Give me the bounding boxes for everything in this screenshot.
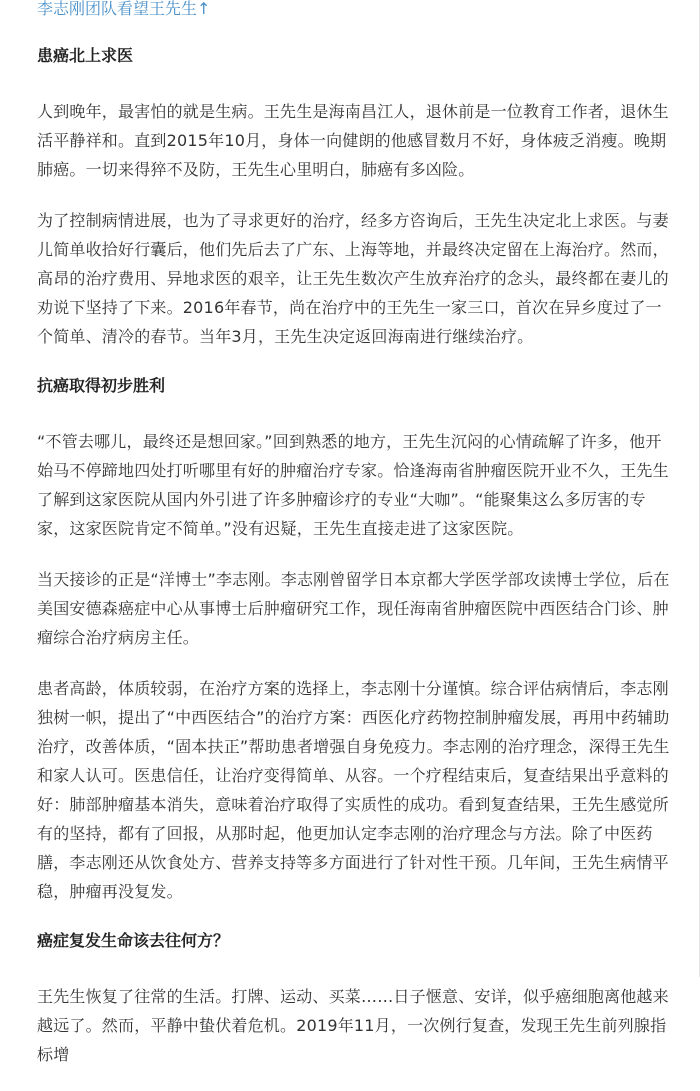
article-body	[37, 43, 677, 1091]
paragraph: 当天接诊的正是“洋博士”李志刚。李志刚曾留学日本京都大学医学部攻读博士学位，后在美国安德森癌症中心从事博士后肿瘤研究工作，现任海南省肿瘤医院中西医结合门诊、肿瘤综合治疗病房主任。	[37, 570, 670, 647]
paragraph: 人到晚年，最害怕的就是生病。王先生是海南昌江人，退休前是一位教育工作者，退休生活平静祥和。直到2015年10月，身体一向健朗的他感冒数月不好，身体疲乏消瘦。晚期肺癌。一切来得猝不及防，王先生心里明白，肺癌有多凶险。	[37, 102, 669, 179]
paragraph: 王先生恢复了往常的生活。打牌、运动、买菜……日子惬意、安详，似乎癌细胞离他越来越远了。然而，平静中蛰伏着危机。2019年11月，一次例行复查，发现王先生前列腺指标增	[37, 987, 669, 1064]
image-caption: 李志刚团队看望王先生↑	[37, 0, 211, 18]
section-heading: 癌症复发生命该去往何方？	[37, 931, 230, 950]
section-heading: 患癌北上求医	[37, 46, 134, 65]
paragraph: 患者高龄，体质较弱，在治疗方案的选择上，李志刚十分谨慎。综合评估病情后，李志刚独树一帜，提出了“中西医结合”的治疗方案：西医化疗药物控制肿瘤发展，再用中药辅助治疗，改善体质，“固本扶正”帮助患者增强自身免疫力。李志刚的治疗理念，深得王先生和家人认可。医患信任，让治疗变得简单、从容。一个疗程结束后，复查结果出乎意料的好：肺部肿瘤基本消失，意味着治疗取得了实质性的成功。看到复查结果，王先生感觉所有的坚持，都有了回报，从那时起，他更加认定李志刚的治疗理念与方法。除了中医药膳，李志刚还从饮食处方、营养支持等多方面进行了针对性干预。几年间，王先生病情平稳，肿瘤再没复发。	[37, 679, 670, 901]
section-heading: 抗癌取得初步胜利	[37, 376, 166, 395]
paragraph: “不管去哪儿，最终还是想回家。”回到熟悉的地方，王先生沉闷的心情疏解了许多，他开始马不停蹄地四处打听哪里有好的肿瘤治疗专家。恰逢海南省肿瘤医院开业不久，王先生了解到这家医院从国内外引进了许多肿瘤诊疗的专业“大咖”。“能聚集这么多厉害的专家，这家医院肯定不简单。”没有迟疑，王先生直接走进了这家医院。	[37, 432, 669, 538]
paragraph: 为了控制病情进展，也为了寻求更好的治疗，经多方咨询后，王先生决定北上求医。与妻儿简单收拾好行囊后，他们先后去了广东、上海等地，并最终决定留在上海治疗。然而，高昂的治疗费用、异地求医的艰辛，让王先生数次产生放弃治疗的念头，最终都在妻儿的劝说下坚持了下来。2016年春节，尚在治疗中的王先生一家三口，首次在异乡度过了一个简单、清冷的春节。当年3月，王先生决定返回海南进行继续治疗。	[37, 211, 669, 346]
